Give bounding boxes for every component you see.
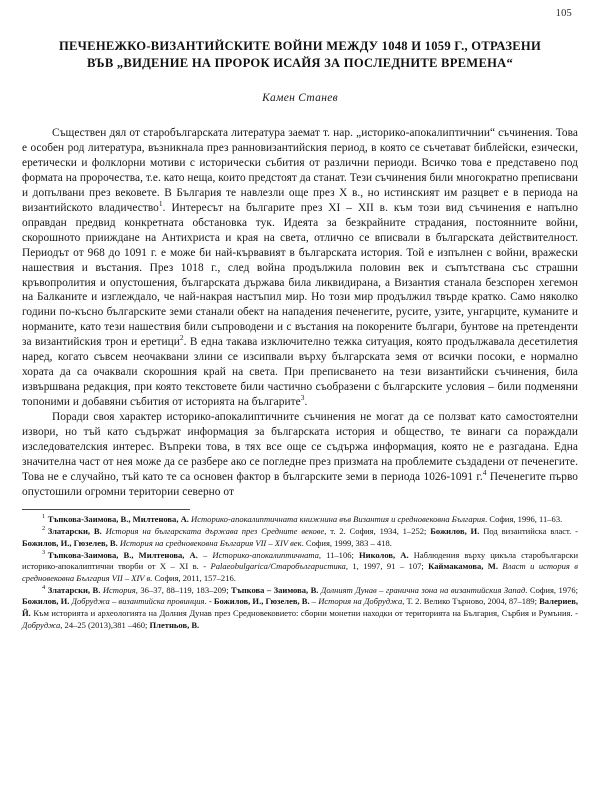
article-title <box>22 38 578 72</box>
footnote-marker: 3 <box>42 548 46 556</box>
footnote-segment: Валериев, Й. <box>22 596 578 619</box>
footnote-segment: , т. 2. София, 1934, 1–252; <box>324 525 431 536</box>
footnote-segment: История <box>100 584 136 595</box>
footnote-ref-1[interactable]: 1 <box>158 198 163 208</box>
footnote-segment: Божилов, И., Гюзелев, В. <box>22 537 118 548</box>
footnote-segment: Добруджа <box>22 619 61 630</box>
footnote-segment: Каймакамова, М. <box>428 561 498 572</box>
footnote-segment: . София, 1976; <box>525 584 578 595</box>
footnote-entry <box>22 514 578 526</box>
paragraph-1-text-d: . <box>304 396 308 409</box>
footnote-segment: – <box>197 549 213 560</box>
footnote-segment: Тъпкова – Заимова, В. <box>231 584 319 595</box>
footnote-segment: Тъпкова-Заимова, В., Милтенова, А. <box>47 549 198 560</box>
footnote-entry <box>22 585 578 631</box>
footnote-segment: Историко-апокалиптичната книжнина във Византия и средновековна България <box>188 513 486 524</box>
footnote-segment: Към историята и археологията на Долния Дунав през Средновековието: сборни монетни находки от територията на България, Сърбия и Румъния. - <box>30 608 578 619</box>
footnote-segment: – История на Добруджа <box>309 596 403 607</box>
footnote-entry <box>22 550 578 585</box>
page-number: 105 <box>555 8 572 19</box>
footnote-segment: . София, 1999, 383 – 418. <box>301 537 392 548</box>
paragraph-1-text-c: . В една такава изключително тежка ситуация, която продължавала десетилетия наред, когато съвсем неочаквани злини се изсипвали върху българската земя от всички посоки, е нормално хората да са очаквали скорошния край на света. При преписването на тези византийски съчинения, била извършвана редакция, при която текстовете били частично съобразени с българските условия – били подменяни топоними и добавяни събития от историята на българите <box>22 336 578 409</box>
footnote-ref-2[interactable]: 2 <box>179 333 184 343</box>
footnote-segment: Власт и история в средновековна България VII – XIV в. <box>22 561 578 583</box>
footnote-segment: София, 2011, 157–216. <box>152 572 236 583</box>
paragraph-2-text-a: Поради своя характер историко-апокалиптичните съчинения не могат да се ползват като самостоятелни извори, но тъй като съдържат информация за българската история и общество, те винаги са пораждали изследователския интерес. Въпреки това, в тях все още се съдържа информация, която не е разгадана. Една значителна част от нея може да се разбере ако се погледне през призмата на проблемите създадени от печенегите. Това не е случайно, тъй като те са основен фактор в българските земи в периода 1026-1091 г. <box>22 411 578 483</box>
article-author: Камен Станев <box>262 92 338 104</box>
footnote-segment: Божилов, И., Гюзелев, В. <box>213 596 310 607</box>
footnote-entry <box>22 526 578 549</box>
footnote-marker: 1 <box>42 512 46 520</box>
footnote-segment: Тъпкова-Заимова, В., Милтенова, А. <box>47 513 189 524</box>
footnote-segment: Под византийска власт. - <box>479 525 578 536</box>
article-title-line-1: ПЕЧЕНЕЖКО-ВИЗАНТИЙСКИТЕ ВОЙНИ МЕЖДУ 1048 И 1059 Г., ОТРАЗЕНИ <box>58 39 542 53</box>
footnote-separator-rule <box>22 509 190 510</box>
footnote-segment: Добруджа – византийска провинция <box>69 596 205 607</box>
footnote-segment: . - <box>204 596 214 607</box>
footnote-segment: Божилов, И. <box>430 525 480 536</box>
footnote-segment: . София, 1996, 11–63. <box>485 513 563 524</box>
footnote-segment: , Т. 2. Велико Търново, 2004, 87–189; <box>402 596 540 607</box>
footnote-segment: Долният Дунав – гранична зона на византийския Запад <box>318 584 526 595</box>
footnote-segment: Историко-апокалиптичната <box>212 549 319 560</box>
footnote-ref-3[interactable]: 3 <box>300 393 305 403</box>
footnote-list <box>22 514 578 631</box>
footnote-segment: Наблюдения върху цикъла старобългарски историко-апокалиптични творби от X – XI в. - <box>22 549 579 572</box>
footnote-ref-4[interactable]: 4 <box>482 468 487 478</box>
footnote-segment: , 1, 1997, 91 – 107; <box>345 561 429 572</box>
paragraph-2-text-b: Печенегите първо опустошили огромни територии северно от <box>22 470 578 498</box>
footnote-segment: , 11–106; <box>318 549 359 560</box>
footnote-segment: Плетньов, В. <box>149 619 200 630</box>
footnote-segment: Златарски, В. <box>47 525 102 536</box>
paragraph-1-text-b: . Интересът на българите през XI – XII в. към този вид съчинения е напълно оправдан предвид конкретната обстановка тук. Идеята за безкрайните страдания, постоянните войни, скорошното приижданe на Антихриста и края на света, отлично се вписвали в българската действителност. Периодът от 968 до 1091 г. е може би най-кървавият в българската история. Той е изпълнен с войни, вражески нашествия и въстания. През 1018 г., след война продължила половин век и съпътствана със страшни кръвопролития и опустошения, българската държава била ликвидирана, а Византия станала безспорен хегемон на Балканите и изглеждало, че най-накрая настъпил мир. Но този мир продължил твърде кратко. Само няколко години по-късно българските земи станали обект на нападения печенегите, русите, узите, унгарците, куманите и норманите, като тези нашествия били съпроводени и с въстания на покорените българи, бунтове на претендeнти за византийския трон и еретици <box>22 201 578 349</box>
footnote-segment: Златарски, В. <box>47 584 101 595</box>
footnote-segment: Palaeobulgarica/Старобългаристика <box>210 561 346 572</box>
footnote-segment: Божилов, И. <box>22 596 70 607</box>
footnote-marker: 2 <box>42 525 46 533</box>
footnote-segment: История на средновековна България VII – XIV век <box>117 537 302 548</box>
footnote-segment: Николов, А. <box>359 549 409 560</box>
footnote-segment: История на българската държава през Средните векове <box>101 525 325 536</box>
article-body <box>22 126 578 500</box>
body-paragraph-1 <box>22 126 578 410</box>
footnote-marker: 4 <box>42 584 46 592</box>
footnote-segment: , 36–37, 88–119, 183–209; <box>135 584 232 595</box>
footnote-segment: , 24–25 (2013),381 –460; <box>60 619 150 630</box>
body-paragraph-2 <box>22 410 578 500</box>
article-title-line-2: ВЪВ „ВИДЕНИЕ НА ПРОРОК ИСАЙЯ ЗА ПОСЛЕДНИТЕ ВРЕМЕНА“ <box>86 56 514 70</box>
paragraph-1-text-a: Съществен дял от старобългарската литература заемат т. нар. „историко-апокалиптичнии“ съчинения. Това е особен род литература, възникнала през ранновизантийския период, в която се съчетават библейски, езически, еретически и фолклорни мотиви с исторически събития от различни периоди. Всичко това е представено под формата на пророчества, т.е. като неща, които предстоят да станат. Тези съчинения били многократно преписвани и допълвани през вековете. В България те навлезли още през X в., но истинският им разцвет е в периода на византийското владичество <box>22 127 579 214</box>
